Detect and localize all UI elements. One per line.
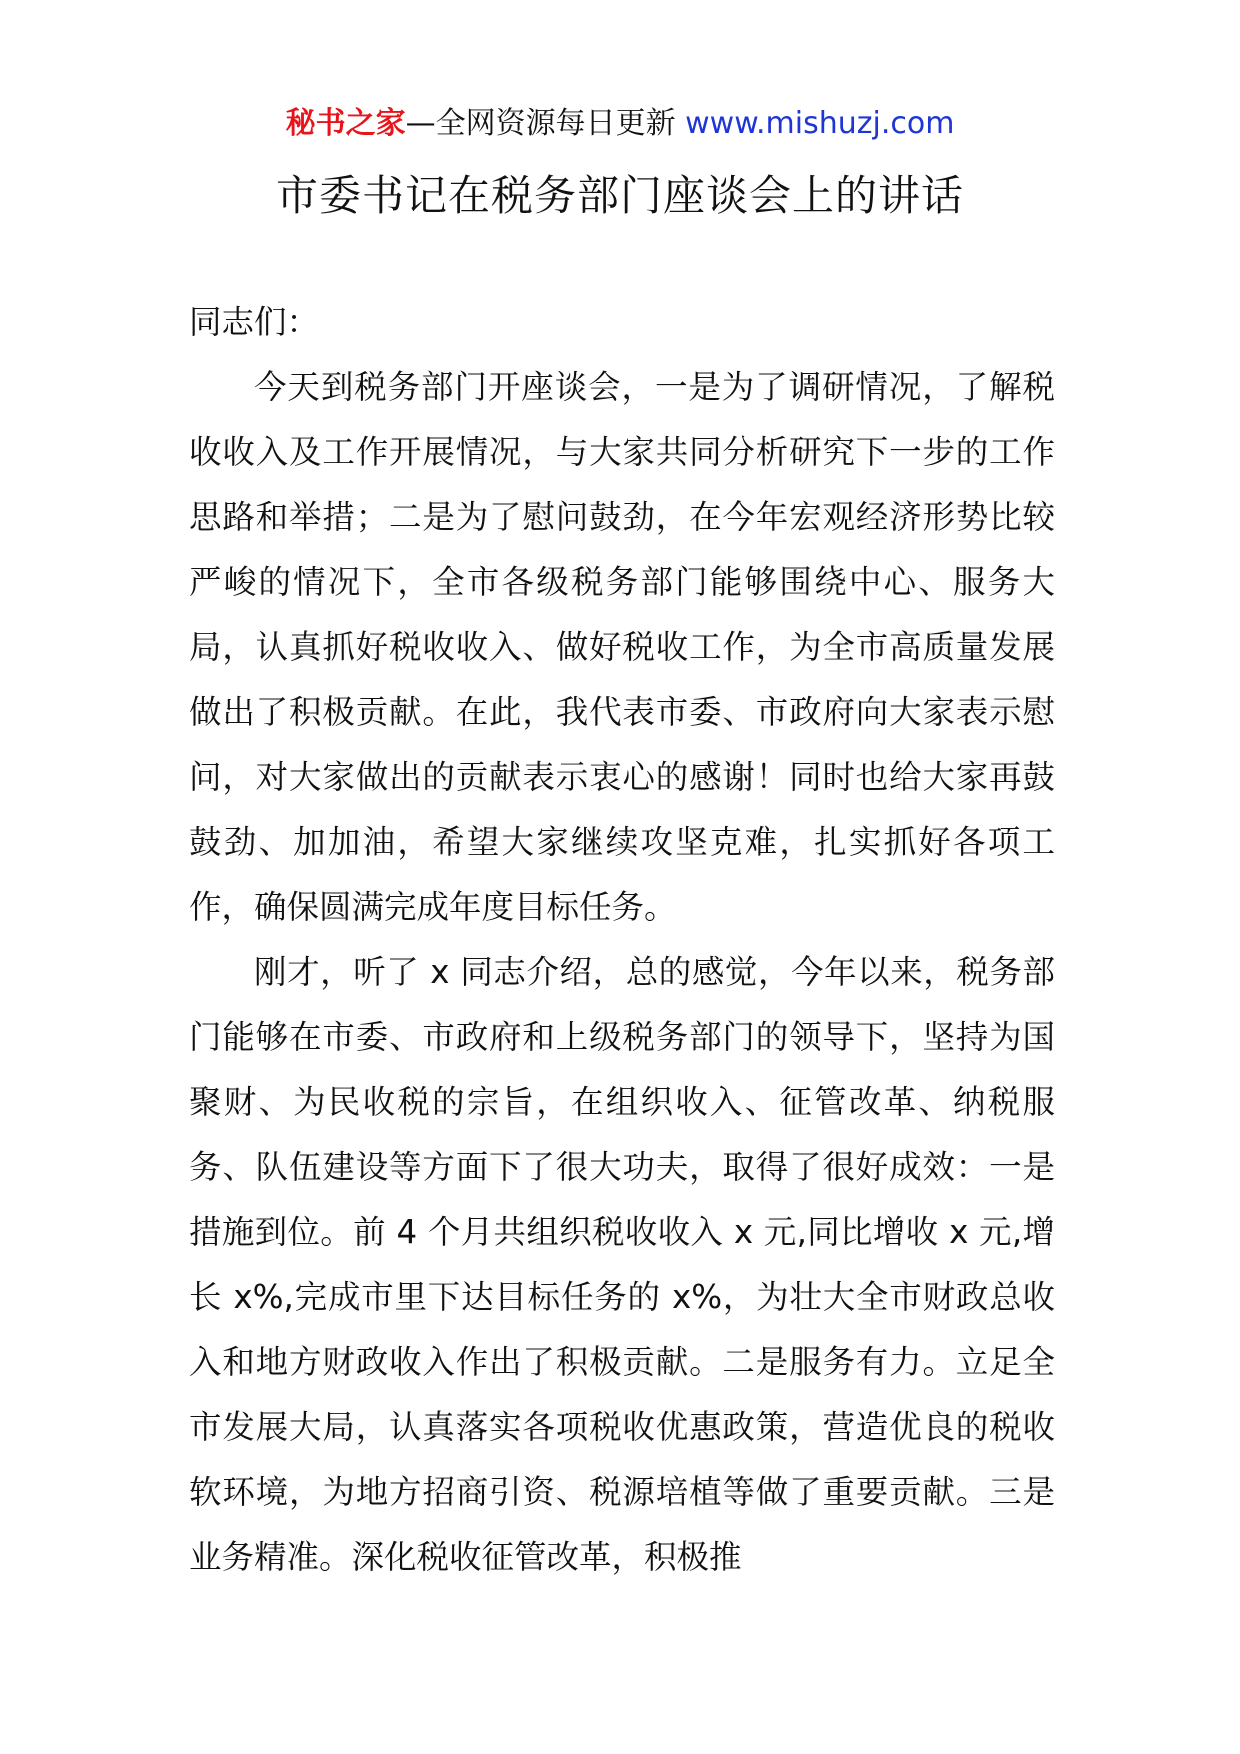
paragraph-1: 今天到税务部门开座谈会，一是为了调研情况，了解税收收入及工作开展情况，与大家共同分析研究下一步的工作思路和举措；二是为了慰问鼓劲，在今年宏观经济形势比较严峻的情况下，全市各级税务部门能够围绕中心、服务大局，认真抓好税收收入、做好税收工作，为全市高质量发展做出了积极贡献。在此，我代表市委、市政府向大家表示慰问，对大家做出的贡献表示衷心的感谢！同时也给大家再鼓鼓劲、加加油，希望大家继续攻坚克难，扎实抓好各项工作，确保圆满完成年度目标任务。 [189,368,1055,926]
watermark-url[interactable]: www.mishuzj.com [685,106,955,141]
watermark-brand: 秘书之家 [285,106,406,141]
watermark-tagline: —全网资源每日更新 [405,106,686,141]
document-body [189,290,1055,1590]
salutation: 同志们： [189,303,320,341]
document-title: 市委书记在税务部门座谈会上的讲话 [275,171,964,220]
watermark-header [0,104,1240,144]
paragraph-2: 刚才，听了 x 同志介绍，总的感觉，今年以来，税务部门能够在市委、市政府和上级税务部门的领导下，坚持为国聚财、为民收税的宗旨，在组织收入、征管改革、纳税服务、队伍建设等方面下了很大功夫，取得了很好成效：一是措施到位。前 4 个月共组织税收收入 x 元,同比增收 x 元,增长 x%,完成市里下达目标任务的 x%，为壮大全市财政总收入和地方财政收入作出了积极贡献。二是服务有力。立足全市发展大局，认真落实各项税收优惠政策，营造优良的税收软环境，为地方招商引资、税源培植等做了重要贡献。三是业务精准。深化税收征管改革，积极推 [189,953,1055,1576]
